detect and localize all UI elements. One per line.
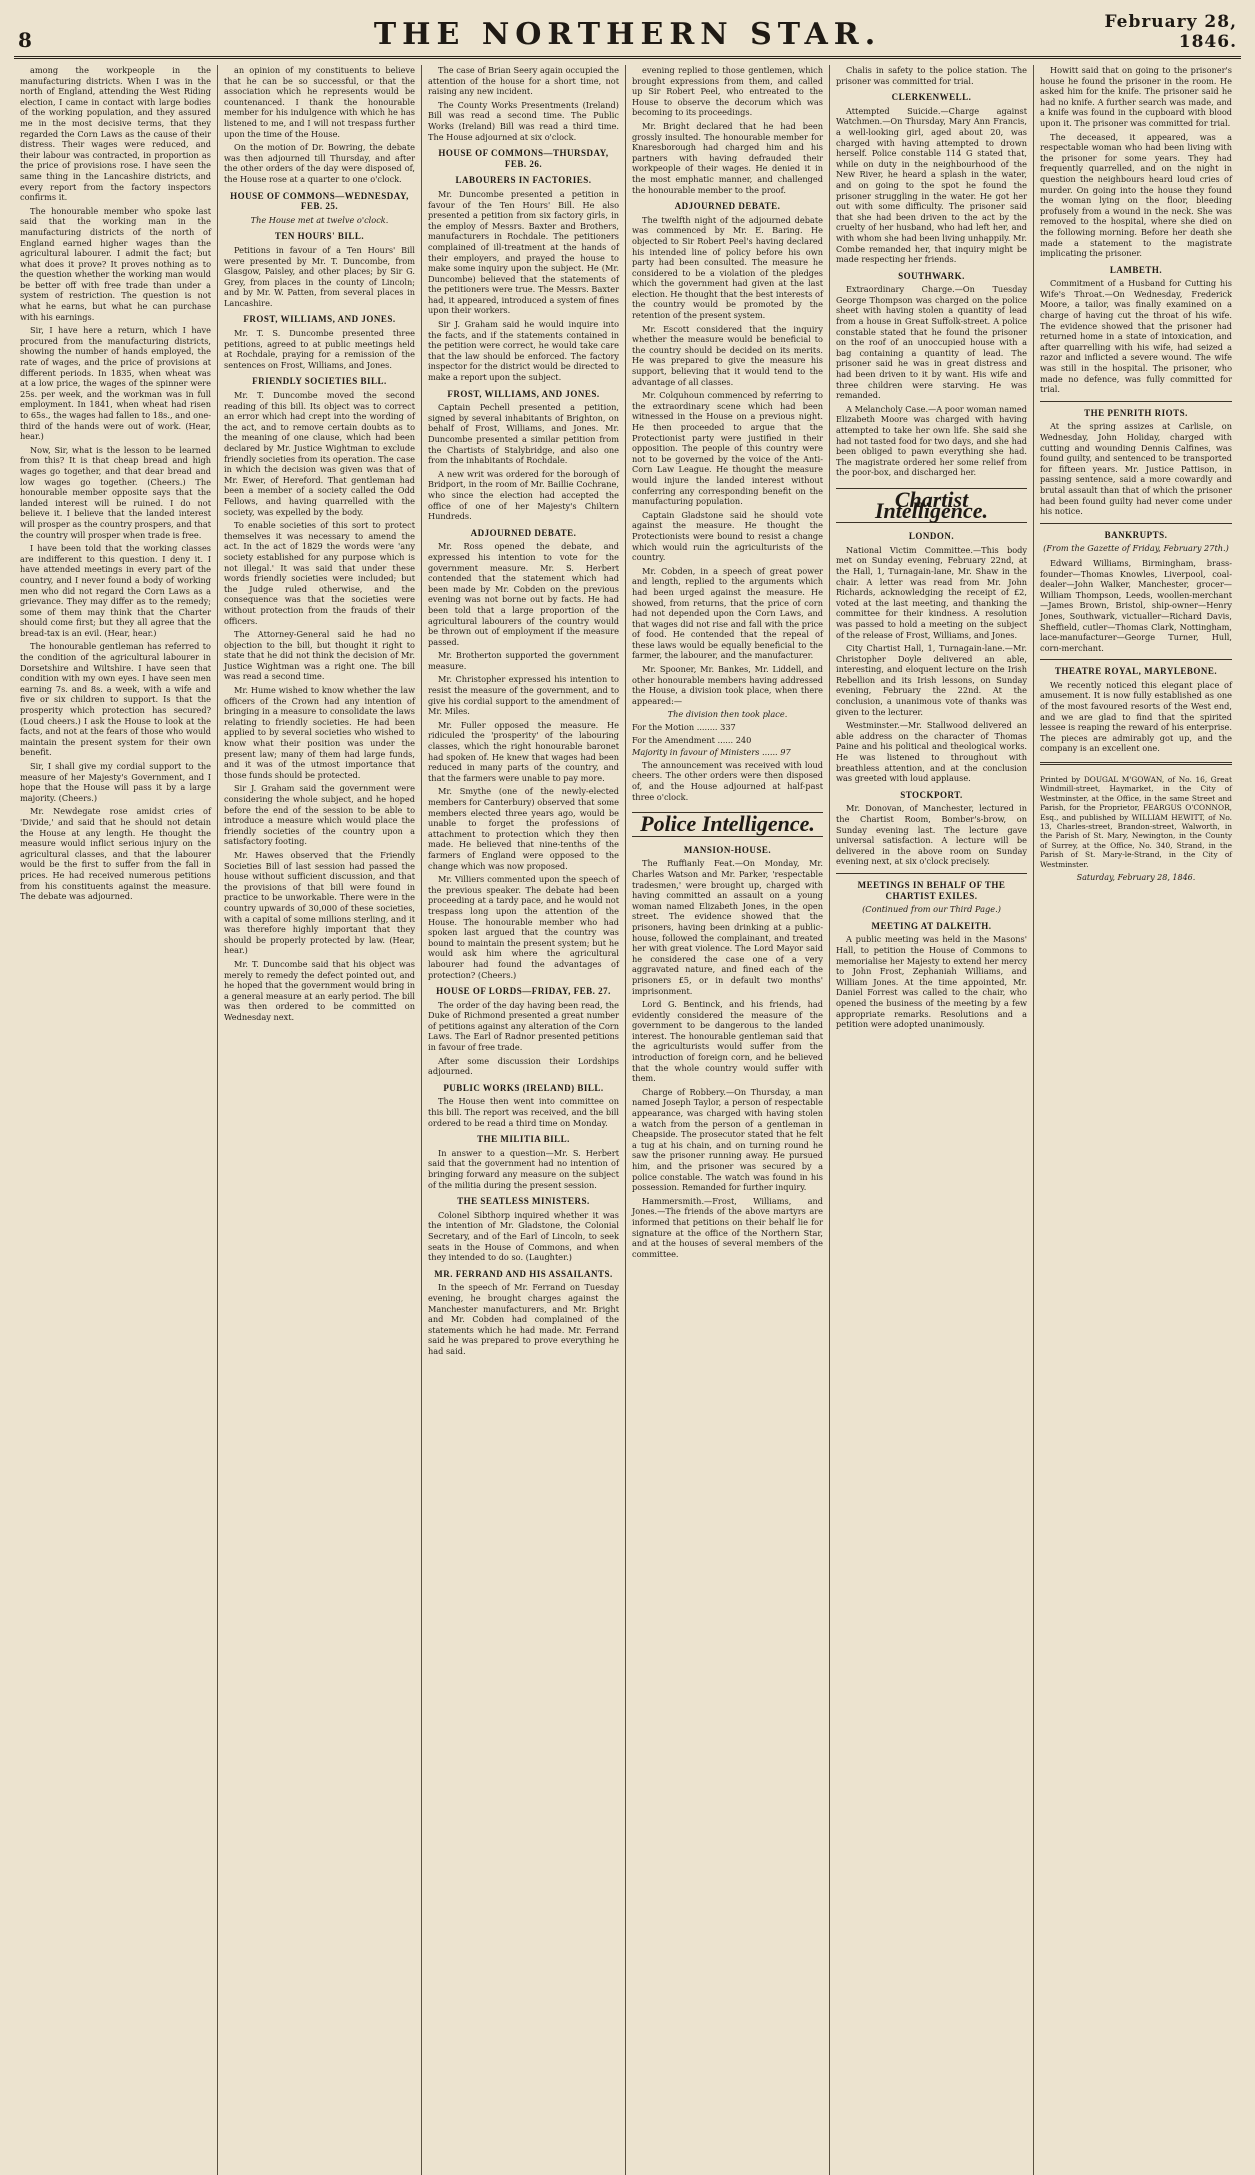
paragraph: Captain Gladstone said he should vote against the measure. He thought the Protectionists were bound to resist a change which would ruin the agriculturists of the country. [632, 509, 823, 563]
division-majority: Majority in favour of Ministers ...... 97 [632, 747, 791, 758]
paragraph: Mr. Brotherton supported the government measure. [428, 650, 619, 671]
division-for: For the Motion ........ 337 [632, 722, 736, 733]
column-4 [626, 65, 830, 2175]
paragraph: Mr. T. Duncombe said that his object was merely to remedy the defect pointed out, and he hoped that the government would bring in a general measure at an early period. The bill was then ordered to be committed on Wednesday next. [224, 958, 415, 1022]
paragraph: The County Works Presentments (Ireland) Bill was read a second time. The Public Works (Ireland) Bill was read a third time. The House adjourned at six o'clock. [428, 99, 619, 142]
paragraph: The honourable member who spoke last said that the working man in the manufacturing districts of the north of England earned higher wages than the agricultural labourer. I admit the fact; but what does it prove? It proves nothing as to the question whether the working man would be better off with free trade than under a system of restriction. The question is not what he earns, but what he can purchase with his earnings. [20, 205, 211, 322]
column-5 [830, 65, 1034, 2175]
column-2 [218, 65, 422, 2175]
subheading: (Continued from our Third Page.) [862, 904, 1001, 915]
section-heading: BANKRUPTS. [1104, 529, 1168, 540]
paragraph: The House then went into committee on this bill. The report was received, and the bill ordered to be read a third time on Monday. [428, 1096, 619, 1128]
paragraph: A new writ was ordered for the borough of Bridport, in the room of Mr. Baillie Cochrane, who since the election had accepted the office of one of her Majesty's Chiltern Hundreds. [428, 468, 619, 522]
section-heading: THE MILITIA BILL. [477, 1134, 570, 1145]
paragraph: The case of Brian Seery again occupied the attention of the house for a short time, not raising any new incident. [428, 65, 619, 97]
paragraph: In answer to a question—Mr. S. Herbert said that the government had no intention of bringing forward any measure on the subject of the militia during the present session. [428, 1147, 619, 1190]
subheading: (From the Gazette of Friday, February 27th.) [1043, 543, 1229, 554]
divider [1040, 401, 1232, 402]
paragraph: Mr. Smythe (one of the newly-elected members for Canterbury) observed that some members elected three years ago, would be unable to forget the professions of attachment to protection which they then made. He believed that nine-tenths of the farmers of England were opposed to the change which was now proposed. [428, 786, 619, 871]
paragraph: Sir, I have here a return, which I have procured from the manufacturing districts, showing the number of hands employed, the rate of wages, and the price of provisions at different periods. In 1835, when wheat was at a low price, the wages of the spinner were 25s. per week, and the workman was in full employment. In 1841, when wheat had risen to 65s., the wages had fallen to 18s., and one-third of the hands were out of work. (Hear, hear.) [20, 325, 211, 442]
paragraph: The Ruffianly Feat.—On Monday, Mr. Charles Watson and Mr. Parker, 'respectable tradesmen,' were brought up, charged with having committed an assault on a young woman named Elizabeth Jones, in the open street. The evidence showed that the prisoners, having been drinking at a public-house, followed the complainant, and treated her with great violence. The Lord Mayor said he considered the case one of a very aggravated nature, and fined each of the prisoners £5, or in default two months' imprisonment. [632, 858, 823, 996]
column-6 [1034, 65, 1238, 2175]
division-label: The division then took place. [667, 709, 788, 720]
divider [1040, 523, 1232, 524]
paragraph: Captain Pechell presented a petition, signed by several inhabitants of Brighton, on behalf of Frost, Williams, and Jones. Mr. Duncombe presented a similar petition from the Chartists of Stalybridge, and also one from the inhabitants of Rochdale. [428, 402, 619, 466]
paragraph: Edward Williams, Birmingham, brass-founder—Thomas Knowles, Liverpool, coal-dealer—John Walker, Manchester, grocer—William Thompson, Leeds, woollen-merchant—James Brown, Bristol, ship-owner—Henry Jones, Southwark, victualler—Richard Davis, Sheffield, cutler—Thomas Clark, Nottingham, lace-manufacturer—George Turner, Hull, corn-merchant. [1040, 557, 1232, 653]
paragraph: The Attorney-General said he had no objection to the bill, but thought it right to state that he did not think the decision of Mr. Justice Wightman was a right one. The bill was read a second time. [224, 629, 415, 682]
paragraph: Now, Sir, what is the lesson to be learned from this? It is that cheap bread and high wages go together, and that dear bread and low wages go together. (Cheers.) The honourable member opposite says that the landed interest will be ruined. I do not believe it. I believe that the landed interest will prosper as the country prospers, and that the country will prosper when trade is free. [20, 444, 211, 540]
paragraph: evening replied to those gentlemen, which brought expressions from them, and called up Sir Robert Peel, who entreated to the House to observe the decorum which was becoming to its proceedings. [632, 65, 823, 118]
paragraph: Mr. Villiers commented upon the speech of the previous speaker. The debate had been proceeding at a tardy pace, and he would not trespass long upon the attention of the House. The honourable member who had spoken last argued that the country was bound to maintain the present system; but he would ask him where the agricultural labourer had found the advantages of protection? (Cheers.) [428, 874, 619, 980]
paragraph: Chalis in safety to the police station. The prisoner was committed for trial. [836, 65, 1027, 86]
section-heading: LABOURERS IN FACTORIES. [455, 175, 592, 186]
paragraph: Mr. Duncombe presented a petition in favour of the Ten Hours' Bill. He also presented a petition from six factory girls, in the employ of Messrs. Baxter and Brothers, manufacturers in Rochdale. The petitioners complained of ill-treatment at the hands of their employers, and prayed the house to make some inquiry upon the subject. He (Mr. Duncombe) believed that the statements of the petitioners were true. The Messrs. Baxter had, it appeared, introduced a system of fines upon their workers. [428, 188, 619, 316]
paragraph: A public meeting was held in the Masons' Hall, to petition the House of Commons to memorialise her Majesty to extend her mercy to John Frost, Zephaniah Williams, and William Jones. At the time appointed, Mr. Daniel Forrest was called to the chair, who opened the business of the meeting by a few appropriate remarks. Resolutions and a petition were adopted unanimously. [836, 934, 1027, 1030]
paragraph: We recently noticed this elegant place of amusement. It is now fully established as one of the most favoured resorts of the West end, and we are glad to find that the spirited lessee is reaping the reward of his enterprise. The pieces are admirably got up, and the company is an excellent one. [1040, 679, 1232, 754]
columns [14, 65, 1241, 2175]
section-heading: MR. FERRAND AND HIS ASSAILANTS. [434, 1268, 613, 1279]
paragraph: Mr. T. S. Duncombe presented three petitions, agreed to at public meetings held at Rochdale, praying for a remission of the sentences on Frost, Williams, and Jones. [224, 328, 415, 370]
printer-imprint: Printed by DOUGAL M'GOWAN, of No. 16, Great Windmill-street, Haymarket, in the City of Westminster, at the Office, in the same Street and Parish, for the Proprietor, FEARGUS O'CONNOR, Esq., and published by WILLIAM HEWITT, of No. 13, Charles-street, Brandon-street, Walworth, in the Parish of St. Mary, Newington, in the County of Surrey, at the Office, No. 340, Strand, in the Parish of St. Mary-le-Strand, in the City of Westminster. [1040, 775, 1232, 869]
newspaper-title: THE NORTHERN STAR. [373, 17, 882, 52]
paragraph: Mr. Donovan, of Manchester, lectured in the Chartist Room, Bomber's-brow, on Sunday evening last. The lecture gave universal satisfaction. A lecture will be delivered in the above room on Sunday evening next, at six o'clock precisely. [836, 803, 1027, 867]
paragraph: Mr. T. Duncombe moved the second reading of this bill. Its object was to correct an error which had crept into the wording of the act, and to remove certain doubts as to the meaning of one clause, which had been declared by Mr. Justice Wightman to exclude friendly societies from its operation. The case in which the decision was given was that of Mr. Ewer, of Hereford. That gentleman had been a member of a society called the Odd Fellows, and having quarrelled with the society, was expelled by the body. [224, 390, 415, 517]
section-heading: HOUSE OF COMMONS—WEDNESDAY, FEB. 25. [230, 190, 409, 212]
paragraph: After some discussion their Lordships adjourned. [428, 1055, 619, 1077]
divider [1040, 762, 1232, 765]
paragraph: The twelfth night of the adjourned debate was commenced by Mr. E. Baring. He objected to Sir Robert Peel's having declared his intended line of policy before his own party had been consulted. The measure he considered to be a violation of the pledges which the government had given at the last election. He thought that the best interests of the country would be promoted by the retention of the present system. [632, 214, 823, 321]
paragraph: A Melancholy Case.—A poor woman named Elizabeth Moore was charged with having attempted to take her own life. She said she had not tasted food for two days, and she had been obliged to pawn everything she had. The magistrate ordered her some relief from the poor-box, and discharged her. [836, 403, 1027, 478]
paragraph: Extraordinary Charge.—On Tuesday George Thompson was charged on the police sheet with having stolen a quantity of lead from a house in Great Suffolk-street. A police constable stated that he found the prisoner on the roof of an unoccupied house with a bag containing a quantity of lead. The prisoner said he was in great distress and had been driven to it by want. His wife and three children were starving. He was remanded. [836, 284, 1027, 401]
paragraph: Commitment of a Husband for Cutting his Wife's Throat.—On Wednesday, Frederick Moore, a tailor, was finally examined on a charge of having cut the throat of his wife. The evidence showed that the prisoner had returned home in a state of intoxication, and after quarrelling with his wife, had seized a razor and inflicted a severe wound. The wife was still in the hospital. The prisoner, who made no defence, was fully committed for trial. [1040, 278, 1232, 395]
paragraph: an opinion of my constituents to believe that he can be so successful, or that the association which he represents would be countenanced. I thank the honourable member for his indulgence with which he has listened to me, and I will not trespass further upon the time of the House. [224, 65, 415, 139]
column-3 [422, 65, 626, 2175]
paragraph: On the motion of Dr. Bowring, the debate was then adjourned till Thursday, and after the other orders of the day were disposed of, the House rose at a quarter to one o'clock. [224, 142, 415, 184]
paragraph: Mr. Newdegate rose amidst cries of 'Divide,' and said that he should not detain the House at any length. He thought the measure would inflict serious injury on the agricultural classes, and that the labourer would be the first to suffer from the fall in prices. He had received numerous petitions from his constituents against the measure. The debate was adjourned. [20, 806, 211, 902]
paragraph: In the speech of Mr. Ferrand on Tuesday evening, he brought charges against the Manchester manufacturers, and Mr. Bright and Mr. Cobden had complained of the statements which he had made. Mr. Ferrand said he was prepared to prove everything he had said. [428, 1282, 619, 1356]
section-heading: FROST, WILLIAMS, AND JONES. [447, 388, 600, 399]
paragraph: Sir, I shall give my cordial support to the measure of her Majesty's Government, and I hope that the House will pass it by a large majority. (Cheers.) [20, 761, 211, 803]
paragraph: Mr. Spooner, Mr. Bankes, Mr. Liddell, and other honourable members having addressed the House, a division took place, when there appeared:— [632, 664, 823, 706]
paragraph: Mr. Ross opened the debate, and expressed his intention to vote for the government measure. Mr. S. Herbert contended that the statement which had been made by Mr. Cobden on the previous evening was not borne out by facts. He had been told that a large proportion of the agricultural labourers of the country would be thrown out of employment if the measure passed. [428, 541, 619, 647]
section-heading: ADJOURNED DEBATE. [674, 201, 781, 212]
divider [836, 873, 1027, 874]
section-heading: THE PENRITH RIOTS. [1084, 407, 1188, 418]
column-1 [14, 65, 218, 2175]
police-intelligence-heading: Police Intelligence. [632, 812, 823, 837]
paragraph: Lord G. Bentinck, and his friends, had evidently considered the measure of the government to be dangerous to the landed interest. The honourable gentleman said that the agriculturists would suffer from the introduction of foreign corn, and he believed that the whole country would suffer with them. [632, 999, 823, 1084]
paragraph: Mr. Escott considered that the inquiry whether the measure would be beneficial to the country should be decided on its merits. He was prepared to give the measure his support, believing that it would tend to the advantage of all classes. [632, 323, 823, 387]
section-heading: THEATRE ROYAL, MARYLEBONE. [1054, 666, 1218, 677]
masthead [14, 8, 1241, 59]
section-heading: STOCKPORT. [900, 789, 963, 800]
section-heading: SOUTHWARK. [898, 270, 965, 281]
section-heading: FROST, WILLIAMS, AND JONES. [243, 314, 396, 325]
paragraph: Mr. Colquhoun commenced by referring to the extraordinary scene which had been witnessed in the House on a previous night. He then proceeded to argue that the Protectionist party were justified in their opposition. The people of this country were not to be governed by the voice of the Anti-Corn Law League. He thought the measure would injure the landed interest without conferring any corresponding benefit on the manufacturing population. [632, 390, 823, 507]
paragraph: The order of the day having been read, the Duke of Richmond presented a great number of petitions against any alteration of the Corn Laws. The Earl of Radnor presented petitions in favour of free trade. [428, 999, 619, 1053]
section-heading: HOUSE OF COMMONS—THURSDAY, FEB. 26. [438, 148, 609, 169]
section-heading: MEETING AT DALKEITH. [871, 920, 992, 931]
section-heading: FRIENDLY SOCIETIES BILL. [252, 376, 387, 387]
division-result [632, 709, 823, 757]
divider [1040, 659, 1232, 660]
paragraph: Westminster.—Mr. Stallwood delivered an able address on the character of Thomas Paine and his political and theological works. He was listened to throughout with breathless attention, and at the conclusion was greeted with loud applause. [836, 720, 1027, 784]
paragraph: Hammersmith.—Frost, Williams, and Jones.—The friends of the above martyrs are informed that petitions on their behalf lie for signature at the office of the Northern Star, and at the houses of several members of the committee. [632, 1195, 823, 1259]
paragraph: Colonel Sibthorp inquired whether it was the intention of Mr. Gladstone, the Colonial Secretary, and of the Earl of Lincoln, to seek seats in the House of Commons, and when they intended to do so. (Laughter.) [428, 1209, 619, 1263]
section-heading: TEN HOURS' BILL. [274, 231, 365, 242]
paragraph: Attempted Suicide.—Charge against Watchmen.—On Thursday, Mary Ann Francis, a well-looking girl, aged about 20, was charged with having attempted to drown herself. Police constable 114 G stated that, while on duty in the neighbourhood of the New River, he heard a splash in the water, and on going to the spot he found the prisoner struggling in the water. He got her out with some difficulty. The prisoner said that she had been driven to the act by the cruelty of her husband, who had left her, and with whom she had been living unhappily. Mr. Combe remanded her, that inquiry might be made respecting her friends. [836, 105, 1027, 265]
paragraph: I have been told that the working classes are indifferent to this question. I deny it. I have attended meetings in every part of the country, and I never found a body of working men who did not regard the Corn Laws as a grievance. They may differ as to the remedy; some of them may think that the Charter should come first; but they all agree that the bread-tax is an evil. (Hear, hear.) [20, 543, 211, 638]
issue-date: February 28, 1846. [1104, 12, 1237, 52]
section-heading: HOUSE OF LORDS—FRIDAY, FEB. 27. [436, 986, 611, 997]
paragraph: Howitt said that on going to the prisoner's house he found the prisoner in the room. He asked him for the knife. The prisoner said he had no knife. A further search was made, and a knife was found in the cupboard with blood upon it. The prisoner was committed for trial. [1040, 65, 1232, 128]
paragraph: National Victim Committee.—This body met on Sunday evening, February 22nd, at the Hall, 1, Turnagain-lane, Mr. Shaw in the chair. A letter was read from Mr. John Richards, acknowledging the receipt of £2, voted at the last meeting, and thanking the committee for their kindness. A resolution was passed to hold a meeting on the subject of the release of Frost, Williams, and Jones. [836, 544, 1027, 640]
section-heading: CLERKENWELL. [891, 92, 972, 103]
paragraph: Sir J. Graham said the government were considering the whole subject, and he hoped before the end of the session to be able to introduce a measure which would place the friendly societies of the country upon a satisfactory footing. [224, 783, 415, 847]
paragraph: The announcement was received with loud cheers. The other orders were then disposed of, and the House adjourned at half-past three o'clock. [632, 759, 823, 802]
paragraph: The honourable gentleman has referred to the condition of the agricultural labourer in Dorsetshire and Wiltshire. I have seen that condition with my own eyes. I have seen men earning 7s. and 8s. a week, with a wife and five or six children to support. Is that the prosperity which protection has secured? (Loud cheers.) I ask the House to look at the facts, and not at the fears of those who would maintain the present system for their own benefit. [20, 641, 211, 758]
imprint-date: Saturday, February 28, 1846. [1076, 873, 1196, 883]
paragraph: To enable societies of this sort to protect themselves it was necessary to amend the act. In the act of 1829 the words were 'any society established for any purpose which is not illegal.' It was said that under these words friendly societies were included; but the Judge ruled otherwise, and the consequence was that the societies were without protection from the frauds of their officers. [224, 520, 415, 626]
section-heading: THE SEATLESS MINISTERS. [457, 1196, 590, 1207]
paragraph: Charge of Robbery.—On Thursday, a man named Joseph Taylor, a person of respectable appearance, was charged with having stolen a watch from the person of a gentleman in Cheapside. The prosecutor stated that he felt a tug at his chain, and on turning round he saw the prisoner running away. He pursued him, and the prisoner was secured by a police constable. The watch was found in his possession. Remanded for further inquiry. [632, 1086, 823, 1193]
chartist-intelligence-heading: Chartist Intelligence. [836, 488, 1027, 523]
paragraph: Mr. Bright declared that he had been grossly insulted. The honourable member for Knaresborough had charged him and his partners with having defrauded their workpeople of their wages. He denied it in the most emphatic manner, and challenged the honourable member to the proof. [632, 120, 823, 195]
section-heading: MANSION-HOUSE. [683, 844, 772, 855]
paragraph: Mr. Fuller opposed the measure. He ridiculed the 'prosperity' of the labouring classes, which the right honourable baronet had spoken of. He knew that wages had been reduced in many parts of the country, and that the farmers were unable to pay more. [428, 719, 619, 783]
page-number: 8 [18, 28, 32, 52]
paragraph: Mr. Christopher expressed his intention to resist the measure of the government, and to give his cordial support to the amendment of Mr. Miles. [428, 674, 619, 717]
subheading: The House met at twelve o'clock. [250, 214, 389, 225]
paragraph: Mr. Cobden, in a speech of great power and length, replied to the arguments which had been urged against the measure. He showed, from returns, that the price of corn had not depended upon the Corn Laws, and that wages did not rise and fall with the price of food. He contended that the repeal of these laws would be equally beneficial to the farmer, the labourer, and the manufacturer. [632, 565, 823, 661]
paragraph: Petitions in favour of a Ten Hours' Bill were presented by Mr. T. Duncombe, from Glasgow, Paisley, and other places; by Sir G. Grey, from places in the county of Lincoln; and by Mr. W. Patten, from several places in Lancashire. [224, 244, 415, 308]
paragraph: Mr. Hume wished to know whether the law officers of the Crown had any intention of bringing in a measure to consolidate the laws relating to friendly societies. He had been applied to by several societies who wished to know what their position was under the present law; many of them had large funds, and it was of the utmost importance that those funds should be protected. [224, 685, 415, 780]
section-heading: PUBLIC WORKS (IRELAND) BILL. [443, 1082, 604, 1093]
paragraph: Sir J. Graham said he would inquire into the facts, and if the statements contained in the petition were correct, he would take care that the law should be enforced. The factory inspector for the district would be directed to make a report upon the subject. [428, 319, 619, 383]
paragraph: City Chartist Hall, 1, Turnagain-lane.—Mr. Christopher Doyle delivered an able, interesting, and eloquent lecture on the Irish Rebellion and its Irish lessons, on Sunday evening, February the 22nd. At the conclusion, a unanimous vote of thanks was given to the lecturer. [836, 643, 1027, 717]
section-heading: LAMBETH. [1109, 264, 1163, 275]
paragraph: among the workpeople in the manufacturing districts. When I was in the north of England, attending the West Riding election, I came in contact with large bodies of the working population, and they assured me in the most decisive terms, that they regarded the Corn Laws as the cause of their distress. Their wages were reduced, and their labour was contracted, in proportion as the price of provisions rose. I have seen the same thing in the Lancashire districts, and every report from the factory inspectors confirms it. [20, 65, 211, 203]
section-heading: MEETINGS IN BEHALF OF THE CHARTIST EXILES. [857, 879, 1006, 901]
division-against: For the Amendment ...... 240 [632, 734, 752, 745]
paragraph: Mr. Hawes observed that the Friendly Societies Bill of last session had passed the house without sufficient discussion, and that the provisions of that bill were found in practice to be unworkable. There were in the country upwards of 30,000 of these societies, with a capital of some millions sterling, and it was therefore highly important that they should be properly protected by law. (Hear, hear.) [224, 849, 415, 956]
section-heading: ADJOURNED DEBATE. [470, 527, 577, 538]
paragraph: At the spring assizes at Carlisle, on Wednesday, John Holiday, charged with cutting and wounding Dennis Calfines, was found guilty, and sentenced to be transported for fifteen years. Mr. Justice Pattison, in passing sentence, said a more cowardly and brutal assault than that of which the prisoner had been found guilty had never come under his notice. [1040, 421, 1232, 517]
paragraph: The deceased, it appeared, was a respectable woman who had been living with the prisoner for some years. They had frequently quarrelled, and on the night in question the neighbours heard loud cries of murder. On going into the house they found the woman lying on the floor, bleeding profusely from a wound in the neck. She was removed to the hospital, where she died on the following morning. Before her death she made a statement to the magistrate implicating the prisoner. [1040, 131, 1232, 259]
section-heading: LONDON. [908, 531, 955, 542]
